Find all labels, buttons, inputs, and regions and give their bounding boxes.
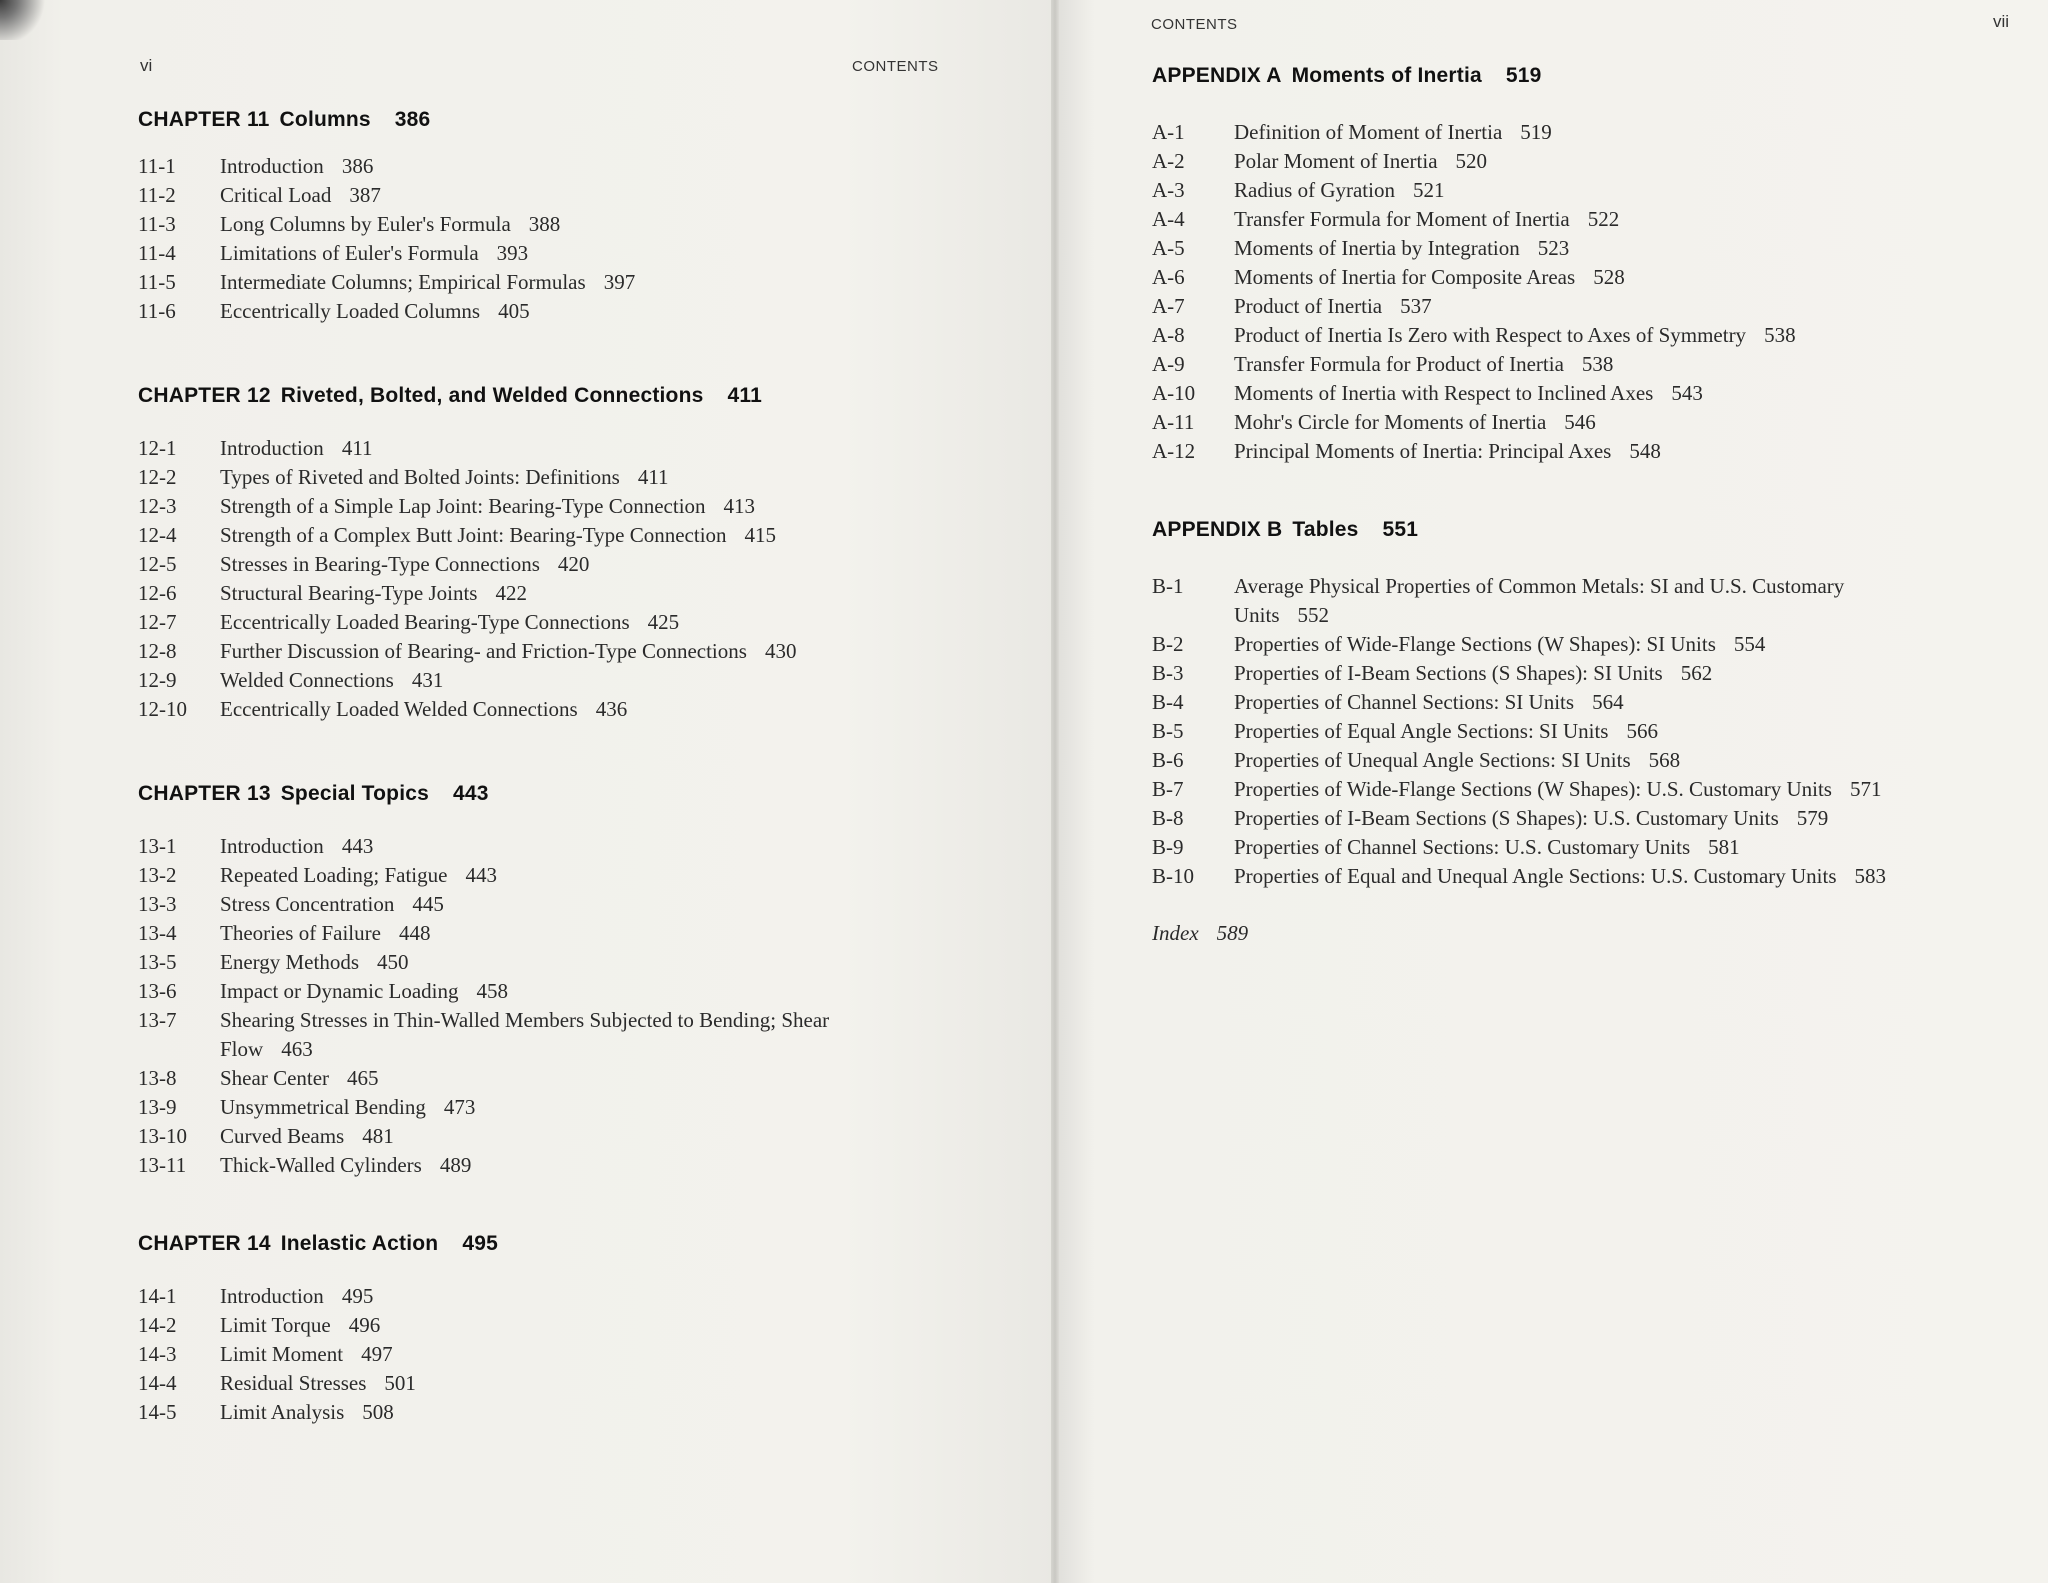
section-title (220, 1006, 920, 1064)
toc-entry (1152, 408, 2032, 437)
toc-entry (138, 977, 1018, 1006)
section-number: B-8 (1152, 806, 1184, 830)
section-number: 13-3 (138, 892, 177, 916)
toc-entry (1152, 659, 2032, 688)
left-folio: vi (140, 56, 153, 75)
section-title: Transfer Formula for Moment of Inertia (1234, 207, 1570, 231)
section-title: Product of Inertia (1234, 294, 1383, 318)
section-title: Product of Inertia Is Zero with Respect to Axes of Symmetry (1234, 323, 1747, 347)
section-number: 14-5 (138, 1400, 177, 1424)
section-page: 397 (603, 270, 636, 294)
section-page: 387 (349, 183, 381, 207)
section-page: 579 (1796, 806, 1829, 830)
section-number: 12-7 (138, 610, 177, 634)
toc-entry (138, 463, 1018, 492)
toc-entry (1152, 118, 2032, 147)
section-title: Types of Riveted and Bolted Joints: Definitions (220, 465, 620, 489)
left-toc (138, 108, 1018, 1427)
section-page: 523 (1537, 236, 1570, 260)
toc-entry (1152, 350, 2032, 379)
chapter-12 (138, 384, 1018, 724)
chapter-title: Special Topics (280, 782, 429, 805)
section-number: A-9 (1152, 352, 1185, 376)
section-page: 546 (1564, 410, 1596, 434)
section-title: Properties of Wide-Flange Sections (W Shapes): SI Units (1234, 632, 1716, 656)
section-title: Properties of Unequal Angle Sections: SI Units (1234, 748, 1631, 772)
section-title: Long Columns by Euler's Formula (220, 212, 511, 236)
section-number: 12-6 (138, 581, 177, 605)
toc-entry (138, 268, 1018, 297)
section-page: 564 (1592, 690, 1624, 714)
toc-entry (138, 919, 1018, 948)
left-running-head: CONTENTS (852, 58, 939, 75)
index-page: 589 (1216, 921, 1249, 945)
section-page: 465 (347, 1066, 379, 1090)
section-title: Welded Connections (220, 668, 394, 692)
section-title: Introduction (220, 834, 324, 858)
section-number: A-10 (1152, 381, 1196, 405)
section-number: B-2 (1152, 632, 1184, 656)
section-list (138, 434, 1018, 724)
section-page: 566 (1626, 719, 1658, 743)
chapter-13 (138, 782, 1018, 1180)
index-entry (1152, 921, 2032, 946)
chapter-14 (138, 1232, 1018, 1427)
section-title: Introduction (220, 436, 324, 460)
section-page: 489 (439, 1153, 472, 1177)
section-title: Definition of Moment of Inertia (1234, 120, 1503, 144)
section-title: Eccentrically Loaded Columns (220, 299, 481, 323)
section-title: Intermediate Columns; Empirical Formulas (220, 270, 586, 294)
chapter-title: Columns (279, 108, 371, 131)
section-page: 497 (361, 1342, 393, 1366)
section-number: 12-3 (138, 494, 177, 518)
toc-entry (1152, 205, 2032, 234)
toc-entry (1152, 437, 2032, 466)
section-page: 581 (1708, 835, 1740, 859)
section-page: 481 (362, 1124, 394, 1148)
section-title: Strength of a Complex Butt Joint: Bearing-Type Connection (220, 523, 727, 547)
section-number: 12-1 (138, 436, 177, 460)
section-page: 422 (495, 581, 527, 605)
section-page: 405 (498, 299, 530, 323)
section-title: Residual Stresses (220, 1371, 367, 1395)
toc-entry (138, 434, 1018, 463)
chapter-title: Inelastic Action (280, 1232, 439, 1255)
section-number: B-5 (1152, 719, 1184, 743)
section-number: 12-9 (138, 668, 177, 692)
section-title: Limit Torque (220, 1313, 331, 1337)
section-page: 554 (1733, 632, 1766, 656)
section-page: 436 (595, 697, 628, 721)
section-page: 393 (496, 241, 529, 265)
section-number: 13-4 (138, 921, 177, 945)
section-title-text: Properties of Equal and Unequal Angle Sections: U.S. Customary Units (1234, 864, 1837, 888)
section-number: 12-10 (138, 697, 187, 721)
section-page: 495 (341, 1284, 374, 1308)
section-number: 14-4 (138, 1371, 177, 1395)
chapter-page: 386 (394, 108, 431, 131)
toc-entry (138, 1369, 1018, 1398)
section-title: Mohr's Circle for Moments of Inertia (1234, 410, 1547, 434)
section-title: Repeated Loading; Fatigue (220, 863, 448, 887)
section-number: 13-2 (138, 863, 177, 887)
toc-entry (1152, 263, 2032, 292)
section-title: Shear Center (220, 1066, 330, 1090)
section-number: A-6 (1152, 265, 1185, 289)
section-title: Unsymmetrical Bending (220, 1095, 426, 1119)
toc-entry (138, 1064, 1018, 1093)
section-page: 463 (281, 1037, 313, 1061)
section-title: Moments of Inertia for Composite Areas (1234, 265, 1576, 289)
section-page: 411 (637, 465, 669, 489)
section-number: 11-1 (138, 154, 176, 178)
section-number: 12-4 (138, 523, 177, 547)
section-title: Properties of Channel Sections: SI Units (1234, 690, 1575, 714)
section-page: 430 (764, 639, 797, 663)
toc-entry (138, 1340, 1018, 1369)
right-running-head: CONTENTS (1151, 16, 1238, 33)
toc-entry (138, 239, 1018, 268)
section-title: Eccentrically Loaded Welded Connections (220, 697, 578, 721)
section-number: 13-11 (138, 1153, 187, 1177)
section-title: Limit Moment (220, 1342, 344, 1366)
section-title: Stress Concentration (220, 892, 395, 916)
section-page: 562 (1680, 661, 1713, 685)
section-page: 548 (1629, 439, 1661, 463)
section-number: B-1 (1152, 574, 1184, 598)
toc-entry (138, 695, 1018, 724)
section-number: B-6 (1152, 748, 1184, 772)
toc-entry (1152, 717, 2032, 746)
section-page: 388 (528, 212, 561, 236)
section-title: Eccentrically Loaded Bearing-Type Connections (220, 610, 630, 634)
toc-entry (1152, 862, 2032, 891)
appendix-b (1152, 518, 2032, 891)
section-number: 11-3 (138, 212, 176, 236)
toc-entry (138, 1311, 1018, 1340)
section-number: A-7 (1152, 294, 1185, 318)
section-number: 13-9 (138, 1095, 177, 1119)
section-title: Radius of Gyration (1234, 178, 1395, 202)
section-title-text: Average Physical Properties of Common Metals: SI and U.S. Customary Units (1234, 574, 1845, 627)
section-page: 528 (1593, 265, 1625, 289)
section-list (138, 832, 1018, 1180)
section-number: 11-2 (138, 183, 176, 207)
section-page: 425 (647, 610, 680, 634)
section-title: Curved Beams (220, 1124, 345, 1148)
appendix-heading (1152, 64, 2032, 88)
section-number: 14-3 (138, 1342, 177, 1366)
toc-entry (1152, 292, 2032, 321)
chapter-heading (138, 108, 1018, 132)
section-number: 11-5 (138, 270, 176, 294)
section-number: 13-1 (138, 834, 177, 858)
toc-entry (138, 637, 1018, 666)
section-page: 420 (557, 552, 590, 576)
section-title: Critical Load (220, 183, 332, 207)
section-page: 538 (1581, 352, 1614, 376)
section-page: 520 (1455, 149, 1488, 173)
section-page: 522 (1587, 207, 1620, 231)
section-number: A-2 (1152, 149, 1185, 173)
right-toc (1152, 64, 2032, 946)
section-number: 13-7 (138, 1008, 177, 1032)
section-page: 568 (1648, 748, 1681, 772)
section-number: 13-5 (138, 950, 177, 974)
section-number: A-4 (1152, 207, 1185, 231)
chapter-heading (138, 1232, 1018, 1256)
right-folio: vii (1993, 12, 2010, 31)
toc-entry (138, 1151, 1018, 1180)
section-number: A-5 (1152, 236, 1185, 260)
chapter-heading (138, 384, 1018, 408)
section-number: 14-1 (138, 1284, 177, 1308)
section-page: 448 (398, 921, 431, 945)
section-number: A-8 (1152, 323, 1185, 347)
section-title: Principal Moments of Inertia: Principal Axes (1234, 439, 1612, 463)
toc-entry (1152, 833, 2032, 862)
chapter-title: Riveted, Bolted, and Welded Connections (280, 384, 704, 407)
toc-entry (138, 608, 1018, 637)
toc-entry (1152, 572, 2032, 630)
section-title: Properties of I-Beam Sections (S Shapes): U.S. Customary Units (1234, 806, 1779, 830)
section-title: Thick-Walled Cylinders (220, 1153, 422, 1177)
toc-entry (138, 666, 1018, 695)
section-page: 521 (1412, 178, 1445, 202)
section-number: 13-8 (138, 1066, 177, 1090)
toc-entry (138, 521, 1018, 550)
appendix-page: 551 (1382, 518, 1419, 541)
chapter-11 (138, 108, 1018, 326)
appendix-heading (1152, 518, 2032, 542)
section-number: 11-6 (138, 299, 176, 323)
section-list (1152, 572, 2032, 891)
section-title: Structural Bearing-Type Joints (220, 581, 478, 605)
toc-entry (138, 890, 1018, 919)
section-number: A-3 (1152, 178, 1185, 202)
section-page: 386 (341, 154, 374, 178)
right-page (1055, 0, 2048, 1583)
toc-entry (1152, 234, 2032, 263)
section-number: 12-5 (138, 552, 177, 576)
section-number: 13-6 (138, 979, 177, 1003)
chapter-heading (138, 782, 1018, 806)
section-title: Moments of Inertia with Respect to Inclined Axes (1234, 381, 1654, 405)
section-page: 571 (1849, 777, 1882, 801)
section-list (138, 1282, 1018, 1427)
section-title (1234, 572, 1854, 630)
section-page: 445 (412, 892, 444, 916)
chapter-page: 443 (453, 782, 489, 805)
toc-entry (138, 832, 1018, 861)
toc-entry (1152, 630, 2032, 659)
section-title: Stresses in Bearing-Type Connections (220, 552, 540, 576)
appendix-label: APPENDIX B (1152, 518, 1283, 541)
toc-entry (138, 492, 1018, 521)
section-number: B-4 (1152, 690, 1184, 714)
section-number: 14-2 (138, 1313, 177, 1337)
section-number: B-9 (1152, 835, 1184, 859)
section-number: A-1 (1152, 120, 1185, 144)
section-page: 415 (744, 523, 777, 547)
section-title: Transfer Formula for Product of Inertia (1234, 352, 1564, 376)
section-page: 496 (348, 1313, 381, 1337)
section-page: 458 (476, 979, 509, 1003)
toc-entry (138, 861, 1018, 890)
toc-entry (1152, 176, 2032, 205)
section-page: 443 (465, 863, 497, 887)
book-gutter (1051, 0, 1059, 1583)
section-title: Introduction (220, 1284, 324, 1308)
toc-entry (1152, 746, 2032, 775)
section-page: 443 (341, 834, 374, 858)
chapter-page: 495 (462, 1232, 498, 1255)
chapter-number: CHAPTER 12 (138, 384, 271, 407)
toc-entry (138, 1282, 1018, 1311)
chapter-number: CHAPTER 11 (138, 108, 270, 131)
section-title: Strength of a Simple Lap Joint: Bearing-Type Connection (220, 494, 706, 518)
section-number: 11-4 (138, 241, 176, 265)
section-page: 537 (1400, 294, 1432, 318)
appendix-title: Tables (1292, 518, 1359, 541)
section-title: Energy Methods (220, 950, 360, 974)
toc-entry (138, 1398, 1018, 1427)
chapter-page: 411 (727, 384, 762, 407)
chapter-number: CHAPTER 13 (138, 782, 271, 805)
section-title: Impact or Dynamic Loading (220, 979, 459, 1003)
appendix-page: 519 (1505, 64, 1542, 87)
section-page: 450 (377, 950, 409, 974)
section-page: 508 (362, 1400, 394, 1424)
section-title: Limitations of Euler's Formula (220, 241, 479, 265)
toc-entry (138, 152, 1018, 181)
section-page: 583 (1854, 864, 1887, 888)
section-title: Moments of Inertia by Integration (1234, 236, 1520, 260)
section-number: A-12 (1152, 439, 1196, 463)
section-page: 538 (1764, 323, 1796, 347)
section-page: 411 (341, 436, 373, 460)
toc-entry (1152, 775, 2032, 804)
section-number: B-3 (1152, 661, 1184, 685)
toc-entry (138, 210, 1018, 239)
section-page: 431 (411, 668, 444, 692)
toc-entry (138, 297, 1018, 326)
index-label: Index (1152, 921, 1199, 945)
section-list (138, 152, 1018, 326)
section-page: 413 (723, 494, 756, 518)
section-list (1152, 118, 2032, 466)
section-page: 519 (1520, 120, 1552, 144)
section-title: Properties of Equal Angle Sections: SI Units (1234, 719, 1609, 743)
section-title: Properties of I-Beam Sections (S Shapes): SI Units (1234, 661, 1663, 685)
section-page: 552 (1297, 603, 1330, 627)
appendix-title: Moments of Inertia (1291, 64, 1482, 87)
toc-entry (138, 1122, 1018, 1151)
section-page: 473 (443, 1095, 476, 1119)
section-title: Limit Analysis (220, 1400, 345, 1424)
toc-entry (138, 550, 1018, 579)
section-title: Polar Moment of Inertia (1234, 149, 1438, 173)
section-title: Theories of Failure (220, 921, 381, 945)
toc-entry (1152, 688, 2032, 717)
section-number: 13-10 (138, 1124, 187, 1148)
toc-entry (1152, 379, 2032, 408)
toc-entry (1152, 804, 2032, 833)
toc-entry (138, 1093, 1018, 1122)
section-title (1234, 775, 1934, 804)
corner-shadow (0, 0, 60, 40)
toc-entry (1152, 321, 2032, 350)
section-title-text: Properties of Wide-Flange Sections (W Shapes): U.S. Customary Units (1234, 777, 1832, 801)
appendix-label: APPENDIX A (1152, 64, 1282, 87)
section-title-text: Shearing Stresses in Thin-Walled Members Subjected to Bending; Shear Flow (220, 1008, 830, 1061)
section-title: Introduction (220, 154, 324, 178)
section-number: A-11 (1152, 410, 1195, 434)
section-number: 12-8 (138, 639, 177, 663)
section-number: B-7 (1152, 777, 1184, 801)
section-number: B-10 (1152, 864, 1194, 888)
toc-entry (138, 181, 1018, 210)
section-page: 543 (1671, 381, 1703, 405)
toc-entry (1152, 147, 2032, 176)
chapter-number: CHAPTER 14 (138, 1232, 271, 1255)
section-number: 12-2 (138, 465, 177, 489)
appendix-a (1152, 64, 2032, 466)
section-title: Properties of Channel Sections: U.S. Customary Units (1234, 835, 1691, 859)
toc-entry (138, 1006, 1018, 1064)
section-page: 501 (384, 1371, 416, 1395)
section-title (1234, 862, 1934, 891)
section-title: Further Discussion of Bearing- and Friction-Type Connections (220, 639, 747, 663)
toc-entry (138, 948, 1018, 977)
toc-entry (138, 579, 1018, 608)
